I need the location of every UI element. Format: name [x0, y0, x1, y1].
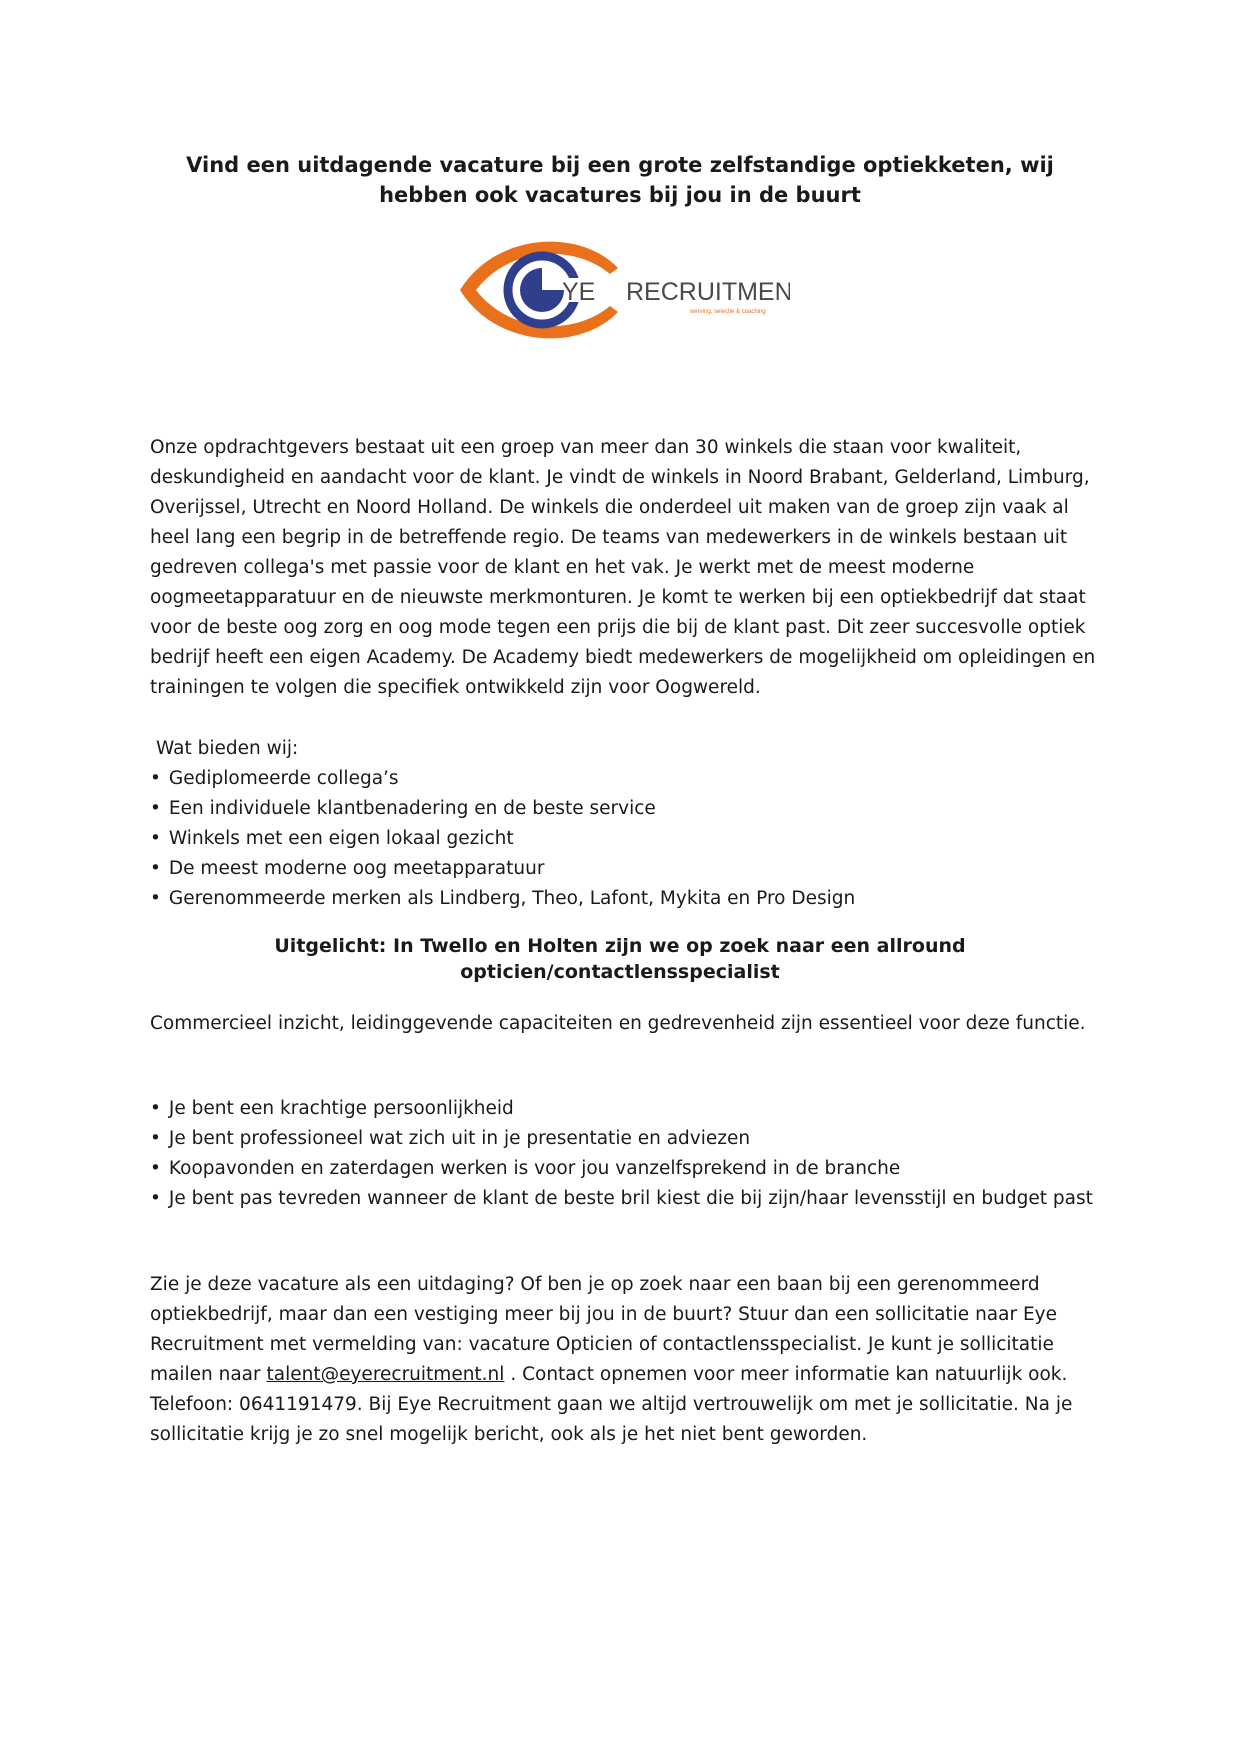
email-link[interactable]: talent@eyerecruitment.nl [266, 1364, 505, 1385]
list-item: • Een individuele klantbenadering en de beste service [150, 794, 1110, 824]
list-item: • Gerenommeerde merken als Lindberg, Theo, Lafont, Mykita en Pro Design [150, 884, 1110, 914]
highlight-line-1: Uitgelicht: In Twello en Holten zijn we op zoek naar een allround [274, 935, 966, 957]
offer-heading: Wat bieden wij: [156, 738, 299, 759]
list-item: • Winkels met een eigen lokaal gezicht [150, 824, 1110, 854]
requirements-list [150, 1094, 1110, 1214]
closing-text-before: Zie je deze vacature als een uitdaging? Of ben je op zoek naar een baan bij een gerenommeerd optiekbedrijf, maar dan een vestiging meer bij jou in de buurt? Stuur dan een sollicitatie naar Eye Recruitment met vermelding van: vacature Opticien of contactlensspecialist. Je kunt je sollicitatie mailen naar [150, 1274, 1057, 1385]
list-item: • De meest moderne oog meetapparatuur [150, 854, 1110, 884]
list-item: • Gediplomeerde collega’s [150, 764, 1110, 794]
eye-recruitment-logo [458, 238, 790, 342]
list-item: • Je bent pas tevreden wanneer de klant de beste bril kiest die bij zijn/haar levensstijl en budget past [150, 1184, 1110, 1214]
logo-brand-letters: YE [562, 278, 596, 306]
offer-list [150, 764, 1110, 914]
page-title [150, 150, 1090, 210]
logo-brand-word: RECRUITMENT [626, 278, 790, 306]
highlight-heading [150, 933, 1090, 985]
closing-paragraph [150, 1270, 1110, 1450]
list-item: • Koopavonden en zaterdagen werken is voor jou vanzelfsprekend in de branche [150, 1154, 1110, 1184]
logo-tagline: werving, selectie & coaching [690, 309, 766, 315]
page-title-line-2: hebben ook vacatures bij jou in de buurt [379, 183, 861, 207]
list-item: • Je bent professioneel wat zich uit in je presentatie en adviezen [150, 1124, 1110, 1154]
highlight-line-2: opticien/contactlensspecialist [460, 961, 780, 983]
closing-text-after: . Contact opnemen voor meer informatie kan natuurlijk ook. Telefoon: 0641191479. Bij Eye Recruitment gaan we altijd vertrouwelijk om met je sollicitatie. Na je sollicitatie krijg je zo snel mogelijk bericht, ook als je het niet bent geworden. [150, 1364, 1073, 1445]
intro-paragraph: Onze opdrachtgevers bestaat uit een groep van meer dan 30 winkels die staan voor kwaliteit, deskundigheid en aandacht voor de klant. Je vindt de winkels in Noord Brabant, Gelderland, Limburg, Overijssel, Utrecht en Noord Holland. De winkels die onderdeel uit maken van de groep zijn vaak al heel lang een begrip in de betreffende regio. De teams van medewerkers in de winkels bestaan uit gedreven collega's met passie voor de klant en het vak. Je werkt met de meest moderne oogmeetapparatuur en de nieuwste merkmonturen. Je komt te werken bij een optiekbedrijf dat staat voor de beste oog zorg en oog mode tegen een prijs die bij de klant past. Dit zeer succesvolle optiek bedrijf heeft een eigen Academy. De Academy biedt medewerkers de mogelijkheid om opleidingen en trainingen te volgen die specifiek ontwikkeld zijn voor Oogwereld. [150, 437, 1096, 698]
requirements-intro: Commercieel inzicht, leidinggevende capaciteiten en gedrevenheid zijn essentieel voor deze functie. [150, 1013, 1086, 1034]
eye-logo-icon [458, 238, 790, 342]
page-title-line-1: Vind een uitdagende vacature bij een grote zelfstandige optiekketen, wij [186, 153, 1054, 177]
list-item: • Je bent een krachtige persoonlijkheid [150, 1094, 1110, 1124]
